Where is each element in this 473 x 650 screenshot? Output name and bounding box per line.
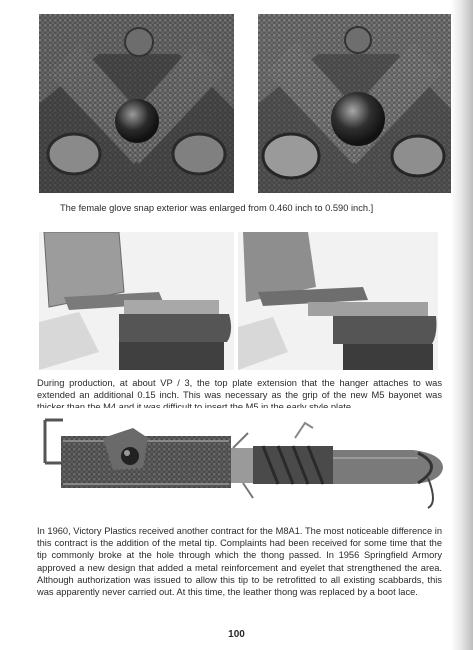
glove-snap-photo-small <box>39 14 234 193</box>
caption-top-plate: During production, at about VP / 3, the top plate extension that the hanger attaches to was extended an additional 0.15 inch. This was necessary as the grip of the new M5 bayonet was <box>37 378 442 401</box>
glove-snap-photo-large <box>258 14 451 193</box>
top-plate-photo-early <box>39 232 234 370</box>
caption-glove-snap: The female glove snap exterior was enlarged from 0.460 inch to 0.590 inch.] <box>60 203 374 213</box>
m8a1-scabbard-photo <box>33 408 451 516</box>
top-plate-photo-extended <box>238 232 438 370</box>
page-number: 100 <box>228 629 245 640</box>
caption-m8a1-contract: In 1960, Victory Plastics received another contract for the M8A1. The most noticeable difference in this contract is the addition of the metal tip. Complaints had been received for some time that the tip commonly broke at the hole through which the thong passed. In 1956 Springfield Armory approved a new design that added a metal reinforcement and eyelet that strengthened the area. Although authorization was issued to allow this tip to be retrofitted to all existing scabbards, this was apparently never carried out. At this time, the leather thong was replaced by a boot lace. <box>37 526 442 598</box>
page-edge-shadow <box>451 0 473 650</box>
